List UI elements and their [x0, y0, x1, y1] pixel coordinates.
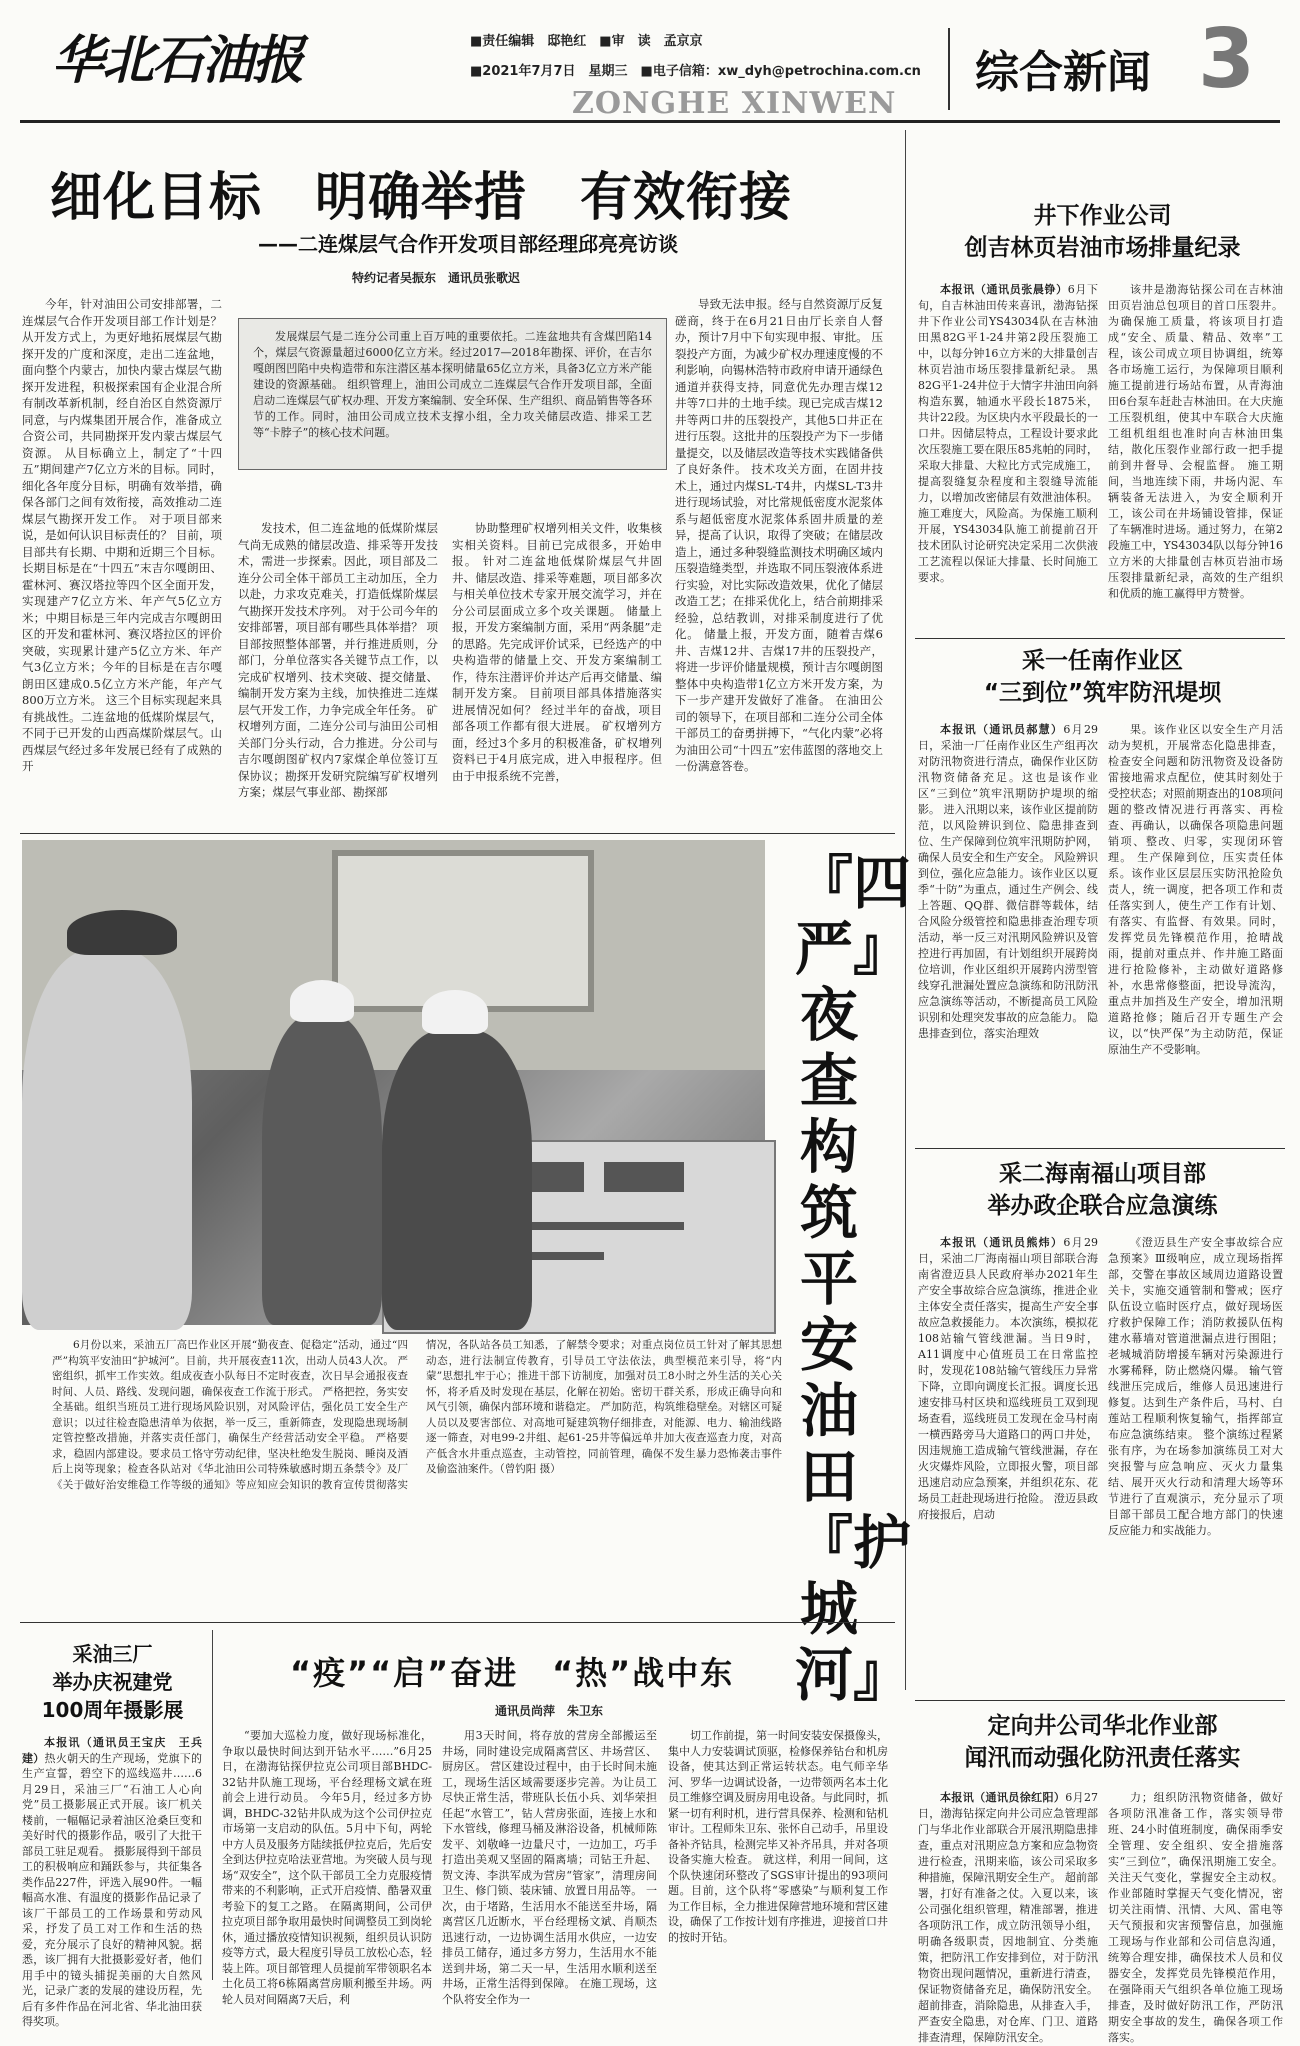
main-article-col4: 导致无法申报。经与自然资源厅反复磋商，终于在6月21日由厅长亲自人督办，预计7月中下旬实现申报、审批。 压裂投产方面，为减少矿权办理速度慢的不利影响，向锡林浩特市政府申请开通绿色通道并获得支持，同意优先办理吉煤12井等7口井的土地手续。现已完成吉煤12井等两口井的压裂投产，其他5口井正在进行压裂。这批井的压裂投产为下一步储量提交，以及储层改造等技术实践储备供了良好条件。 技术攻关方面，在固井技术上，通过内煤SL-T4井，内煤SL-T3井进行现场试验，对比常规低密度水泥浆体系与超低密度水泥浆体系固井质量的差异，提高了认识，取得了突破；在储层改造上，通过多种裂缝监测技术明确区域内压裂造缝类型，并选取不同压裂液体系进行实验，对比实际改造效果，优化了储层改造工艺；在排采优化上，结合前期排采经验，总结教训，对排采制度进行了优化。 储量上报，开发方面，随着吉煤6井、吉煤12井、吉煤17井的压裂投产，将进一步评价储量规模，预计吉尔嘎朗图整体中央构造带1亿立方米开发方案，为下一步产建开发做好了准备。 在油田公司的领导下，在项目部和二连分公司全体干部员工的奋勇拼搏下，“气化内蒙”必将为油田公司“十四五”宏伟蓝图的落地交上一份满意答卷。 [675, 297, 883, 773]
masthead-divider [948, 28, 950, 110]
right-article-3-rule [915, 1700, 1285, 1701]
bottom-left-title-line1: 采油三厂 [72, 1642, 153, 1666]
main-article-col1: 今年，针对油田公司安排部署，二连煤层气合作开发项目部工作计划是？ 从开发方式上，为更好地拓展煤层气勘探开发的广度和深度，走出二连盆地，面向整个内蒙古，加快内蒙古煤层气勘探开发进程，积极探索国有企业混合所有制改革新机制，经自治区自然资源厅同意，与内煤集团开展合作，准备成立合资公司，共同勘探开发内蒙古煤层气资源。 从目标确立上，制定了“十四五”期间建产7亿立方米的目标。同时，细化各年度分目标，明确有效举措，确保各部门之间有效衔接，高效推动二连煤层气勘探开发工作。 对于项目部来说，是如何认识目标责任的？ 目前，项目部共有长期、中期和近期三个目标。 长期目标是在“十四五”末吉尔嘎朗田、霍林河、赛汉塔拉等四个区全面开发，实现建产7亿立方米、年产气5亿立方米；中期目标是三年内完成吉尔嘎朗田区的开发和霍林河、赛汉塔拉区的评价突破，实现累计建产5亿立方米、年产气3亿立方米；今年的目标是在吉尔嘎朗田区建成0.5亿立方米产能，年产气800万立方米。 这三个目标实现起来具有挑战性。二连盆地的低煤阶煤层气，不同于已开发的山西高煤阶煤层气。山西煤层气经过多年发展已经有了成熟的开 [22, 297, 222, 773]
right-article-2-title-line1: 采一任南作业区 [1022, 648, 1183, 674]
right-article-3-title [915, 1158, 1290, 1222]
main-article-title: 细化目标 明确举措 有效衔接 [50, 168, 793, 228]
photo-helmet-2 [422, 990, 488, 1034]
bottom-center-col1: “要加大巡检力度，做好现场标准化，争取以最快时间达到开钻水平……”6月25日，在渤海钻探伊拉克公司项目部BHDC-32钻井队施工现场，平台经理杨文斌在班前会上进行动员。 今年5月，经过多方协调，BHDC-32钻井队成为这个公司伊拉克市场第一支启动的队伍。5月中下旬，两轮中方人员及服务方陆续抵伊拉克后，先后安全到达伊拉克哈法亚营地。为突破人员与现场“双安全”，这个队干部员工全力克服疫情带来的不利影响，正式开启疫情、酷暑双重考验下的复工之路。 在隔离期间，公司伊拉克项目部争取用最快时间调整员工到岗轮休，通过播放疫情知识视频，组织员认识防疫等方式，最大程度引导员工放松心态，轻装上阵。项目部管理人员提前军带领职名本土化员工将6栋隔离营房顺利搬至井场。两轮人员对间隔离7天后，利 [222, 1729, 432, 2006]
pinyin-label: ZONGHE XINWEN [572, 86, 897, 121]
bottom-left-title-line2: 举办庆祝建党 [52, 1670, 173, 1694]
right-article-2-title-line2: “三到位”筑牢防汛堤坝 [983, 680, 1222, 706]
main-article-col3: 协助整理矿权增列相关文件，收集核实相关资料。目前已完成很多，开始申报。 针对二连盆地低煤阶煤层气井固井、储层改造、排采等难题，项目部多次与相关单位技术专家开展交流学习，并在分公司层面成立多个攻关课题。 储量上报，开发方案编制方面，采用“两条腿”走的思路。先完成评价试采，已经选产的中央构造带的储量上交、开发方案编制工作，待东注潜评价并达产后再交储量、编制开发方案。 目前项目部具体措施落实进展情况如何？ 经过半年的奋战，项目部各项工作都有很大进展。 矿权增列方面，经过3个多月的积极准备，矿权增列资料已于4月底完成，进入申报程序。但由于申报系统不完善， [452, 521, 662, 783]
main-article-subtitle: ——二连煤层气合作开发项目部经理邱亮亮访谈 [258, 232, 678, 256]
right-article-2-title [915, 645, 1290, 709]
main-article-col2: 发技术，但二连盆地的低煤阶煤层气尚无成熟的储层改造、排采等开发技术，需进一步探索。因此，项目部及二连分公司全体干部员工主动加压，全力以赴，力求攻克难关，打造低煤阶煤层气勘探开发技术序列。 对于公司今年的安排部署，项目部有哪些具体举措？ 项目部按照整体部署，并行推进质则，分部门，分单位落实各关键节点工作，以完成矿权增列、技术突破、提交储量、编制开发方案为主线，加快推进二连煤层气开发工作，力争完成全年任务。 矿权增列方面，二连分公司与油田公司相关部门分头行动，合力推进。分公司与吉尔嘎朗图矿权内7家煤企单位签订互保协议；勘探开发研究院编写矿权增列方案；煤层气事业部、勘探部 [238, 521, 438, 799]
date-line: ■2021年7月7日 星期三 ■电子信箱：xw_dyh@petrochina.com.cn [470, 64, 921, 79]
photo-worker-1 [262, 1015, 382, 1325]
masthead-rule [20, 120, 1280, 123]
right-article-1-col2: 该井是渤海钻探公司在吉林油田页岩油总包项目的首口压裂井。为确保施工质量，将该项目打造成“安全、质量、精品、效率”工程，该公司成立项目协调组，统筹各市场施工运行，为保障项目顺利施工提前进行场站布置，从青海油田6台泵车赶赴吉林油田。在大庆施工压裂机组，使其中车联合大庆施工组机组组也准时向吉林油田集结，散化压裂作业部行政一把手提前到井督导、会棍监督。 施工期间，当地连续下雨，井场内泥、车辆装备无法进入，为安全顺利开工，该公司在井场铺设管排，保证了车辆准时进场。通过努力，在第2段施工中，YS43034队以每分钟16立方米的大排量创吉林页岩油市场压裂排量新纪录，高效的生产组织和优质的施工赢得甲方赞誉。 [1108, 283, 1283, 600]
right-article-4-title-line1: 定向井公司华北作业部 [987, 1713, 1218, 1739]
right-article-1-title-line2: 创吉林页岩油市场排量纪录 [964, 235, 1241, 261]
right-article-1-title-line1: 井下作业公司 [1033, 203, 1172, 229]
right-article-2-col1: 本报讯（通讯员郝慧）6月29日，采油一厂任南作业区生产组再次对防汛物资进行清点，确保作业区防汛物资储备充足。这也是该作业区“三到位”筑牢汛期防护堤坝的缩影。 进入汛期以来，该作业区提前防范，以风险辨识到位、隐患排查到位、生产保障到位筑牢汛期防护网，确保人员安全和生产安全。 风险辨识到位，强化应急能力。该作业区以夏季“十防”为重点，通过生产例会、线上答题、QQ群、微信群等载体，结合风险分级管控和隐患排查治理专项活动，举一反三对汛期风险辨识及管控进行再加固，有计划组织开展跨岗位培训，作业区组织开展跨内涝型管线穿孔泄漏处置应急演练和防汛防汛应急演练等活动，不断提高员工风险识别和处理突发事故的应急能力。 隐患排查到位，落实治理效 [918, 723, 1099, 1040]
photo-police-officer [22, 950, 192, 1330]
bottom-center-col2: 用3天时间，将存放的营房全部搬运至井场，同时建设完成隔离营区、井场营区、厨房区。 营区建设过程中，由于长时间未施工，现场生活区域需要逐步完善。为让员工尽快正常生活，带班队长伍小兵、刘华荣担任起“水管工”，钻人营房张面，连接上水和下水管线，修理马桶及淋浴设备，机械师陈发平、刘敬峰一边量尺寸，一边加工，巧手打造出美观又坚固的隔离墙；司钻王升起、贺文涛、李洪军成为营房“管家”，清理房间卫生、修门锁、装床铺、放置日用品等。 一次，由于堵路，生活用水不能送至井场，隔离营区几近断水，平台经理杨文斌、肖顺杰迅速行动，一边协调生活用水供应，一边安排员工储存，通过多方努力，生活用水不能送到井场，第二天一早，生活用水顺利送至井场，正常生活得到保障。 在施工现场，这个队将安全作为一 [442, 1729, 657, 2006]
masthead [0, 0, 1300, 121]
right-article-3-title-line2: 举办政企联合应急演练 [987, 1193, 1218, 1219]
right-article-4-title-line2: 闻汛而动强化防汛责任落实 [964, 1745, 1241, 1771]
photo-police-cap [67, 910, 177, 955]
main-article-bottom-rule [20, 833, 895, 834]
right-article-1-rule [915, 638, 1285, 639]
newspaper-logo: 华北石油报 [52, 30, 303, 91]
photo-worker-2 [382, 1030, 532, 1330]
main-article-summary-box [238, 318, 667, 470]
right-article-2-rule [915, 1148, 1285, 1149]
bottom-left-title [20, 1640, 205, 1724]
photo-story-caption: 6月份以来，采油五厂高巴作业区开展“勤夜查、促稳定”活动，通过“四严”构筑平安油田“护城河”。目前，共开展夜查11次，出动人员43人次。 严密组织，抓牢工作实效。组成夜查小队每日不定时夜查，次日早会通报夜查时间、人员、路线、发现问题，确保夜查工作流于形式。 严格把控，务实安全基础。组织当班员工进行现场风险识别，对风险评估，强化员工安全生产意识；以过往检查隐患清单为依据，举一反三，重新筛查，发现隐患现场制定管控整改措施，并落实责任部门，确保生产经营活动安全平稳。 严格要求，稳固内部建设。要求员工恪守劳动纪律，坚决杜绝发生脱岗、睡岗及酒后上岗等现象；检查各队站对《华北油田公司特殊敏感时期五条禁令》及厂《关于做好治安维稳工作等级的通知》等应知应会知识的教育宣传贯彻落实情况，各队站各员工知悉，了解禁令要求；对重点岗位员工针对了解其思想动态，进行法制宣传教育，引导员工守法依法，典型模范来引导，将“内蒙”思想扎牢于心；推进干部下访制度，加强对员工8小时之外生活的关心关怀，将矛盾及时发现在基层，化解在初始。密切干群关系，形成正确导向和风气引领，确保内部环境和谐稳定。 严加防范，构筑维稳壁垒。对辖区可疑人员以及要害部位、对高地可疑建筑物仔细排查，对能源、电力、输油线路逐一筛查，对电99-2井组、起61-25井等偏远单井加大夜查巡查力度，对高产低含水井重点巡查，主动管控，同前管理，确保不发生暴力恐怖袭击事件及偷盗油案件。（曾钓阳 摄） [52, 1339, 782, 1491]
right-article-3-col2: 《澄迈县生产安全事故综合应急预案》Ⅲ级响应，成立现场指挥部，交警在事故区域周边道路设置关卡，实施交通管制和警戒；医疗队伍设立临时医疗点，做好现场医疗救护保障工作；消防救援队伍构建水幕墙对管道泄漏点进行围阻；老城城消防增援车辆对污染源进行水雾稀释，防止燃烧闪爆。 输气管线泄压完成后，维修人员迅速进行修复。达到生产条件后，马村、白莲站工程顺利恢复输气，指挥部宣布应急演练结束。 整个演练过程紧张有序，为在场参加演练员工对大突报警与应急响应、灭火力量集结、展开灭火行动和清理大场等环节进行了直观演示，充分显示了项目部干部员工配合地方部门的快速反应能力和实战能力。 [1108, 1236, 1283, 1537]
right-article-2-col2: 果。该作业区以安全生产月活动为契机，开展常态化隐患排查，检查安全问题和防汛物资及设备防雷接地需求点配位，使其时刻处于受控状态；对照前期查出的108项问题的整改情况进行再落实、再检查、再确认，以确保各项隐患问题销项、整改、归零，实现闭环管理。 生产保障到位，压实责任体系。该作业区层层压实防汛抢险负责人，统一调度，把各项工作和责任落实到人，使生产工作有计划、有落实、有监督、有效果。同时，发挥党员先锋模范作用，抢晴战雨，提前对重点并、作井施工路面进行抢险修补，主动做好道路修补，水患常修整面，把设导流沟，重点井加挡及生产安全，增加汛期道路抢修；随后召开专题生产会议，以“快严保”为主动防范，保证原油生产不受影响。 [1108, 723, 1283, 1056]
right-article-3-col1: 本报讯（通讯员熊炜）6月29日，采油二厂海南福山项目部联合海南省澄迈县人民政府举办2021年生产安全事故综合应急演练，推进企业主体安全责任落实，提高生产安全事故应急救援能力。 本次演练，模拟花108站输气管线泄漏。当日9时，A11调度中心值班员工在日常监控时，发现花108站输气管线压力异常下降，立即向调度长汇报。调度长迅速安排马村区块和巡线班员工双到现场查看，巡线班员工发现在金马村南一横西路旁马大道路口的两口井处，因违规施工造成输气管线泄漏，存在火灾爆炸风险，立即报火警，项目部迅速启动应急预案，并组织花东、花场员工赶赴现场进行抢险。 澄迈县政府接报后，启动 [918, 1236, 1099, 1521]
bottom-center-title: “疫”“启”奋进 “热”战中东 [290, 1654, 735, 1692]
right-article-4-col1: 本报讯（通讯员徐红阳）6月27日，渤海钻探定向井公司应急管理部门与华北作业部联合开展汛期隐患排查，重点对汛期应急方案和应急物资进行检查，汛期来临，该公司采取多种措施，保障汛期安全生产。 超前部署，打好有准备之仗。入夏以来，该公司强化组织管理，精准部署，推进各项防汛工作，成立防汛领导小组，明确各级职责，因地制宜、分类施策，把防汛工作安排到位，对于防汛物资出现问题情况，重新进行清查，保证物资储备充足，确保防汛安全。 超前排查，消除隐患，从排查入手，严查安全隐患，对仓库、门卫、道路排查清理，保障防汛安全。 [918, 1791, 1098, 2044]
bottom-left-body: 本报讯（通讯员王宝庆 王兵建）热火朝天的生产现场，党旗下的生产宣誓，碧空下的巡线巡井……6月29日，采油三厂“石油工人心向党”员工摄影展正式开展。该厂机关楼前，一幅幅记录着油区沧桑巨变和美好时代的摄影作品，吸引了大批干部员工驻足观看。 摄影展得到干部员工的积极响应和踊跃参与，共征集各类作品227件，评选入展90件。一幅幅高水准、有温度的摄影作品记录了该厂干部员工的工作场景和劳动风采，抒发了员工对工作和生活的热爱，充分展示了良好的精神风貌。据悉，该厂拥有大批摄影爱好者，他们用手中的镜头捕捉美丽的大自然风光，记录广袤的发展的建设历程，先后有多件作品在河北省、华北油田获得奖项。 [22, 1736, 203, 2028]
right-article-3-title-line1: 采二海南福山项目部 [999, 1161, 1206, 1187]
photo-helmet-1 [290, 980, 354, 1022]
photo-story-vertical-title: 『四严』夜查构筑平安油田『护城河』 [795, 849, 912, 1709]
editor-line: ■责任编辑 邸艳红 ■审 读 孟京京 [470, 34, 703, 49]
bottom-center-col3: 切工作前提，第一时间安装安保摄像头，集中人力安装调试顶驱，检修保养钻台和机房设备，使其达到正常运转状态。电气师辛华河、罗华一边调试设备，一边带领两名本土化员工维修空调及厨房用电设备。与此同时，抓紧一切有利时机，进行营具保养、检测和钻机审计。工程师朱卫东、张怀自己动手，吊里设备补齐钻具，检测完毕又补齐吊具，并对各项设备实施大检查。 就这样，利用一间间，这个队快速闭环整改了SGS审计提出的93项问题。目前，这个队将“零感染”与顺利复工作为工作目标，全力推进保障营地环境和营区建设，确保了工作按计划有序推进，迎接首口井的按时开钻。 [668, 1729, 888, 1944]
right-article-1-col1: 本报讯（通讯员张晨铮）6月下旬，自吉林油田传来喜讯，渤海钻探井下作业公司YS43034队在吉林油田黑82G平1-24井第2段压裂施工中，以每分钟16立方米的大排量创吉林页岩油市场压裂排量新纪录。 黑82G平1-24井位于大情字井油田向斜构造东翼，轴通水平段长1875米，共计22段。为区块内水平段最长的一口井。因储层特点，工程设计要求此次压裂施工要在限压85兆帕的同时，采取大排量、大粒比方式完成施工，提高裂缝复杂程度和主裂缝导流能力，以增加改密储层有效泄油体积。施工难度大，风险高。为保施工顺利开展，YS43034队施工前提前召开技术团队讨论研究决定采用二次供液工艺流程以保证大排量、长时间施工要求。 [918, 283, 1099, 584]
photo-window [332, 850, 594, 1012]
main-article-byline: 特约记者吴振东 通讯员张歌迟 [352, 271, 521, 285]
photo-night-inspection [22, 840, 765, 1325]
bottom-left-divider [212, 1630, 213, 1980]
summary-box-text: 发展煤层气是二连分公司重上百万吨的重要依托。二连盆地共有含煤凹陷14个，煤层气资源量超过6000亿立方米。经过2017—2018年勘探、评价，在吉尔嘎朗图凹陷中央构造带和东注潜区基本探明储量65亿立方米，具备3亿立方米产能建设的资源基础。 组织管理上，油田公司成立二连煤层气合作开发项目部，全面启动二连煤层气矿权办理、开发方案编制、安全环保、生产组织、商品销售等各环节的工作。同时，油田公司成立技术支撑小组，全力攻关储层改造、排采工艺等“卡脖子”的核心技术问题。 [253, 330, 652, 439]
bottom-left-title-line3: 100周年摄影展 [41, 1698, 184, 1722]
right-article-1-title [915, 200, 1290, 264]
right-article-4-col2: 力；组织防汛物资储备，做好各项防汛准备工作，落实领导带班、24小时值班制度，确保雨季安全管理、安全组织、安全措施落实“三到位”，确保汛期施工安全。 关注天气变化，掌握安全主动权。作业部随时掌握天气变化情况，密切关注雨情、汛情、大风、雷电等天气预报和灾害预警信息，加强施工现场与作业部和公司信息沟通，统筹合理安排，确保技术人员和仪器安全，发挥党员先锋模范作用，在强降雨天气组织各单位施工现场排查，及时做好防汛工作，严防汛期安全事故的发生，确保各项工作落实。 [1108, 1791, 1283, 2044]
section-title: 综合新闻 [975, 47, 1151, 98]
bottom-center-byline: 通讯员尚萍 朱卫东 [495, 1704, 604, 1718]
page-number: 3 [1198, 12, 1256, 107]
photo-story-bottom-rule [20, 1622, 895, 1623]
right-article-4-title [915, 1710, 1290, 1774]
